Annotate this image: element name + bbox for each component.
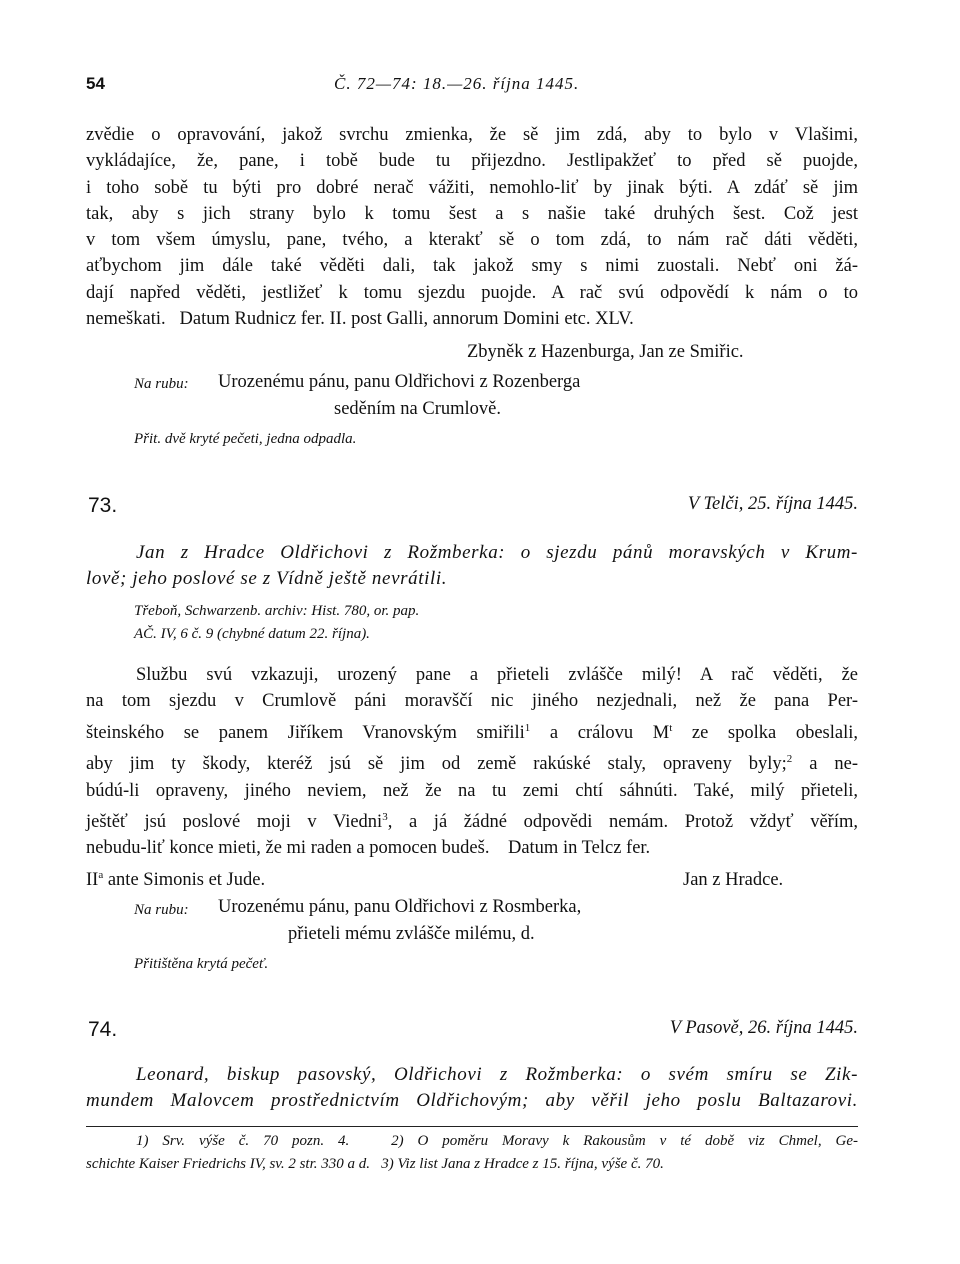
regest-line: Leonard, biskup pasovský, Oldřichovi z Rožmberka: o svém smíru se Zik- <box>136 1064 858 1085</box>
doc73-place-date: V Telči, 25. října 1445. <box>687 494 858 514</box>
doc72-text <box>86 122 858 332</box>
text-line: dají napřed věděti, jestližeť k tomu sjezdu puojde. A rač svú odpovědí k nám o to <box>86 282 858 303</box>
doc72-verso-address: Urozenému pánu, panu Oldřichovi z Rozenberga <box>218 372 581 392</box>
doc73-number: 73. <box>88 494 118 517</box>
doc73-text <box>86 662 858 893</box>
doc72-signature: Zbyněk z Hazenburga, Jan ze Smiřic. <box>467 342 744 362</box>
footnote-ref: 3 <box>382 810 388 823</box>
footnote-separator <box>86 1126 858 1127</box>
text-line: i toho sobě tu býti pro dobré nerač vážiti, nemohlo-liť by jinak býti. A zdáť sě jim <box>86 177 858 198</box>
doc73-archive-source: Třeboň, Schwarzenb. archiv: Hist. 780, or. pap. <box>134 603 420 619</box>
text-line: nebudu-liť konce mieti, že mi raden a pomocen budeš. Datum in Telcz fer. <box>86 838 651 859</box>
footnote-line: schichte Kaiser Friedrichs IV, sv. 2 str. 330 a d. 3) Viz list Jana z Hradce z 15. října, výše č. 70. <box>86 1156 664 1172</box>
running-header <box>86 74 858 100</box>
doc73-regest <box>86 540 858 593</box>
text-line: na tom sjezdu v Crumlově páni moravščí nic jiného nezjednali, než že pana Per- <box>86 691 858 712</box>
text-line: v tom všem úmyslu, pane, tvého, a kterakť sě o tom zdá, to nám rač dáti věděti, <box>86 230 858 251</box>
text-line: búdú-li opraveny, jiného neviem, než že na tu zemi chtí sáhnúti. Také, milý přieteli, <box>86 780 858 801</box>
running-title: Č. 72—74: 18.—26. října 1445. <box>334 74 580 93</box>
text-line: ještěť jsú poslové moji v Viedni$^3$, a já žádné odpovědi nemám. Protož vždyť věřím, <box>86 810 858 832</box>
doc72-seal-note: Přit. dvě kryté pečeti, jedna odpadla. <box>134 431 357 447</box>
text-line: $II^a$ ante Simonis et Jude. <box>86 868 266 890</box>
doc74-place-date: V Pasově, 26. října 1445. <box>669 1018 858 1038</box>
page-number: 54 <box>86 74 105 93</box>
text-line: zvědie o opravování, jakož svrchu zmienka, že sě jim zdá, aby to bylo v Vlašimi, <box>86 125 858 145</box>
footnotes <box>86 1130 858 1176</box>
text-line: tak, aby s jich strany bylo k tomu šest a s našie také druhých šest. Což jest <box>86 203 858 224</box>
text-line: nemeškati. Datum Rudnicz fer. II. post Galli, annorum Domini etc. XLV. <box>86 309 634 330</box>
footnote-ref: 1 <box>524 721 531 734</box>
doc72-verso-label: Na rubu: <box>134 376 189 392</box>
doc73-verso-label: Na rubu: <box>134 902 189 918</box>
doc72-verso-address-cont: seděním na Crumlově. <box>334 399 501 419</box>
text-line: aťbychom jim dále také věděti dali, tak jakož smy s nimi zuostali. Nebť oni žá- <box>86 256 858 277</box>
regest-line: lově; jeho poslové se z Vídně ještě nevrátili. <box>86 568 448 590</box>
footnote-ref: 2 <box>786 753 793 766</box>
regest-line: Jan z Hradce Oldřichovi z Rožmberka: o sjezdu pánů moravských v Krum- <box>136 542 858 563</box>
doc73-signature: Jan z Hradce. <box>683 870 784 890</box>
footnote-line: 1) Srv. výše č. 70 pozn. 4. 2) O poměru Moravy k Rakousům v té době viz Chmel, Ge- <box>136 1133 858 1149</box>
text-line: šteinského se panem Jiříkem Vranovským smiřili$^1$ a crálovu $M^t$ ze spolka obeslali, <box>86 721 858 743</box>
text-line: Službu svú vzkazuji, urozený pane a přieteli zvlášče milý! A rač věděti, že <box>136 665 858 685</box>
doc74-number: 74. <box>88 1018 118 1041</box>
doc73-verso-address-cont: přieteli mému zvlášče milému, d. <box>288 924 535 944</box>
doc74-regest <box>86 1062 858 1115</box>
doc73-edition-source: AČ. IV, 6 č. 9 (chybné datum 22. října). <box>134 626 370 642</box>
text-line: aby jim ty škody, kteréž jsú sě jim od země rakúské staly, opraveny byly;$^2$ a ne- <box>86 753 858 775</box>
doc73-verso-address: Urozenému pánu, panu Oldřichovi z Rosmberka, <box>218 897 582 917</box>
doc73-seal-note: Přitištěna krytá pečeť. <box>134 956 269 972</box>
text-line: vykládajíce, že, pane, i tobě bude tu přijezdno. Jestlipakžeť to před sě puojde, <box>86 151 858 172</box>
regest-line: mundem Malovcem prostřednictvím Oldřichovým; aby věřil jeho poslu Baltazarovi. <box>86 1090 858 1112</box>
